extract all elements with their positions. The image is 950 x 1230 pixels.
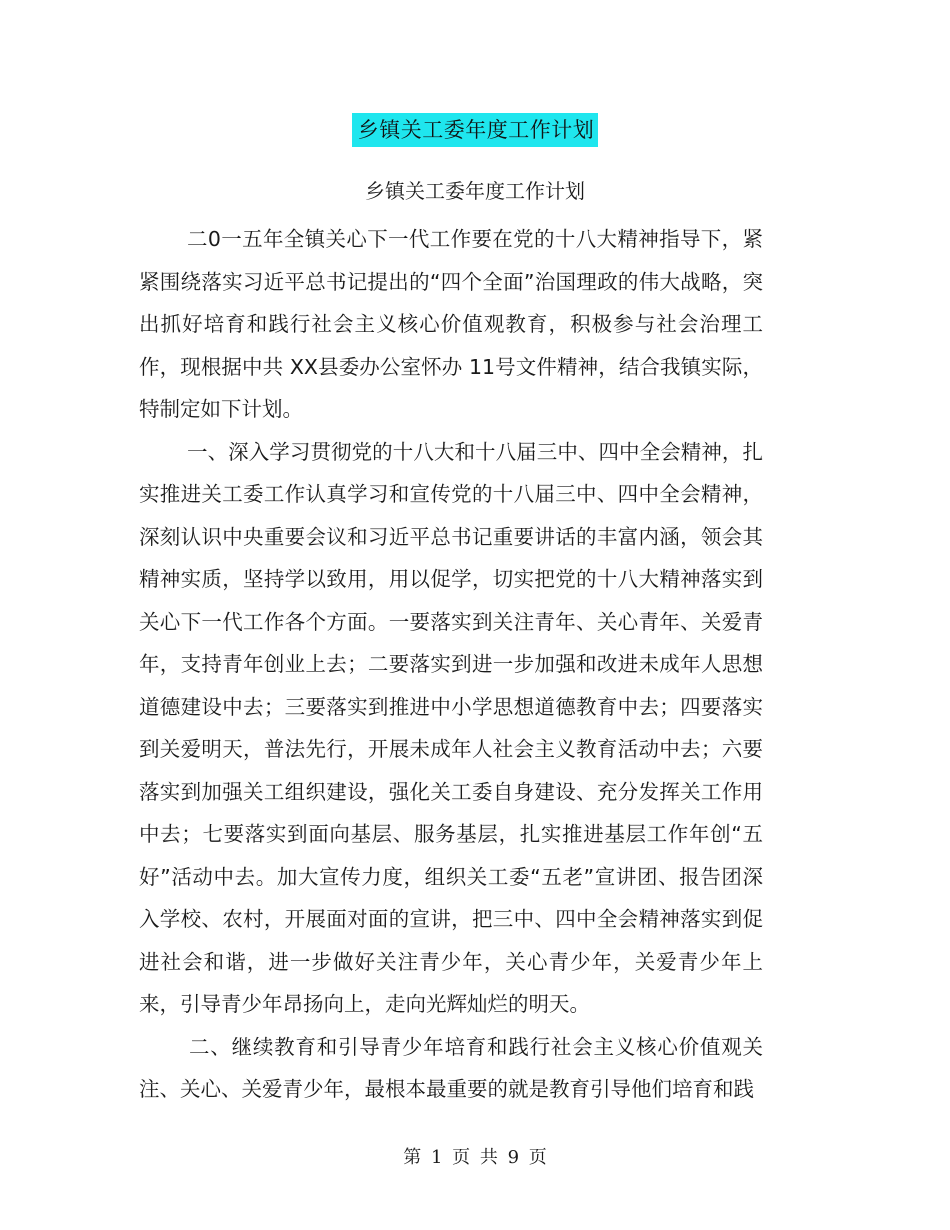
- document-body: [139, 218, 763, 1111]
- paragraph-section-one: 一、深入学习贯彻党的十八大和十八届三中、四中全会精神，扎实推进关工委工作认真学习和宣传党的十八届三中、四中全会精神，深刻认识中央重要会议和习近平总书记重要讲话的丰富内涵，领会其精神实质，坚持学以致用，用以促学，切实把党的十八大精神落实到关心下一代工作各个方面。一要落实到关注青年、关心青年、关爱青年，支持青年创业上去；二要落实到进一步加强和改进未成年人思想道德建设中去；三要落实到推进中小学思想道德教育中去；四要落实到关爱明天，普法先行，开展未成年人社会主义教育活动中去；六要落实到加强关工组织建设，强化关工委自身建设、充分发挥关工作用中去；七要落实到面向基层、服务基层，扎实推进基层工作年创“五好”活动中去。加大宣传力度，组织关工委“五老”宣讲团、报告团深入学校、农村，开展面对面的宣讲，把三中、四中全会精神落实到促进社会和谐，进一步做好关注青少年，关心青少年，关爱青少年上来，引导青少年昂扬向上，走向光辉灿烂的明天。: [139, 439, 763, 1016]
- header-title-container: [0, 113, 950, 147]
- page-number-footer: 第 1 页 共 9 页: [403, 1147, 547, 1168]
- highlighted-title: 乡镇关工委年度工作计划: [352, 113, 599, 147]
- paragraph-intro: 二0一五年全镇关心下一代工作要在党的十八大精神指导下，紧紧围绕落实习近平总书记提出的“四个全面”治国理政的伟大战略，突出抓好培育和践行社会主义核心价值观教育，积极参与社会治理工作，现根据中共 XX县委办公室怀办 11号文件精神，结合我镇实际，特制定如下计划。: [139, 227, 763, 421]
- paragraph-section-two: 二、继续教育和引导青少年培育和践行社会主义核心价值观关注、关心、关爱青少年，最根本最重要的就是教育引导他们培育和践: [139, 1034, 763, 1101]
- document-title: 乡镇关工委年度工作计划: [365, 179, 585, 203]
